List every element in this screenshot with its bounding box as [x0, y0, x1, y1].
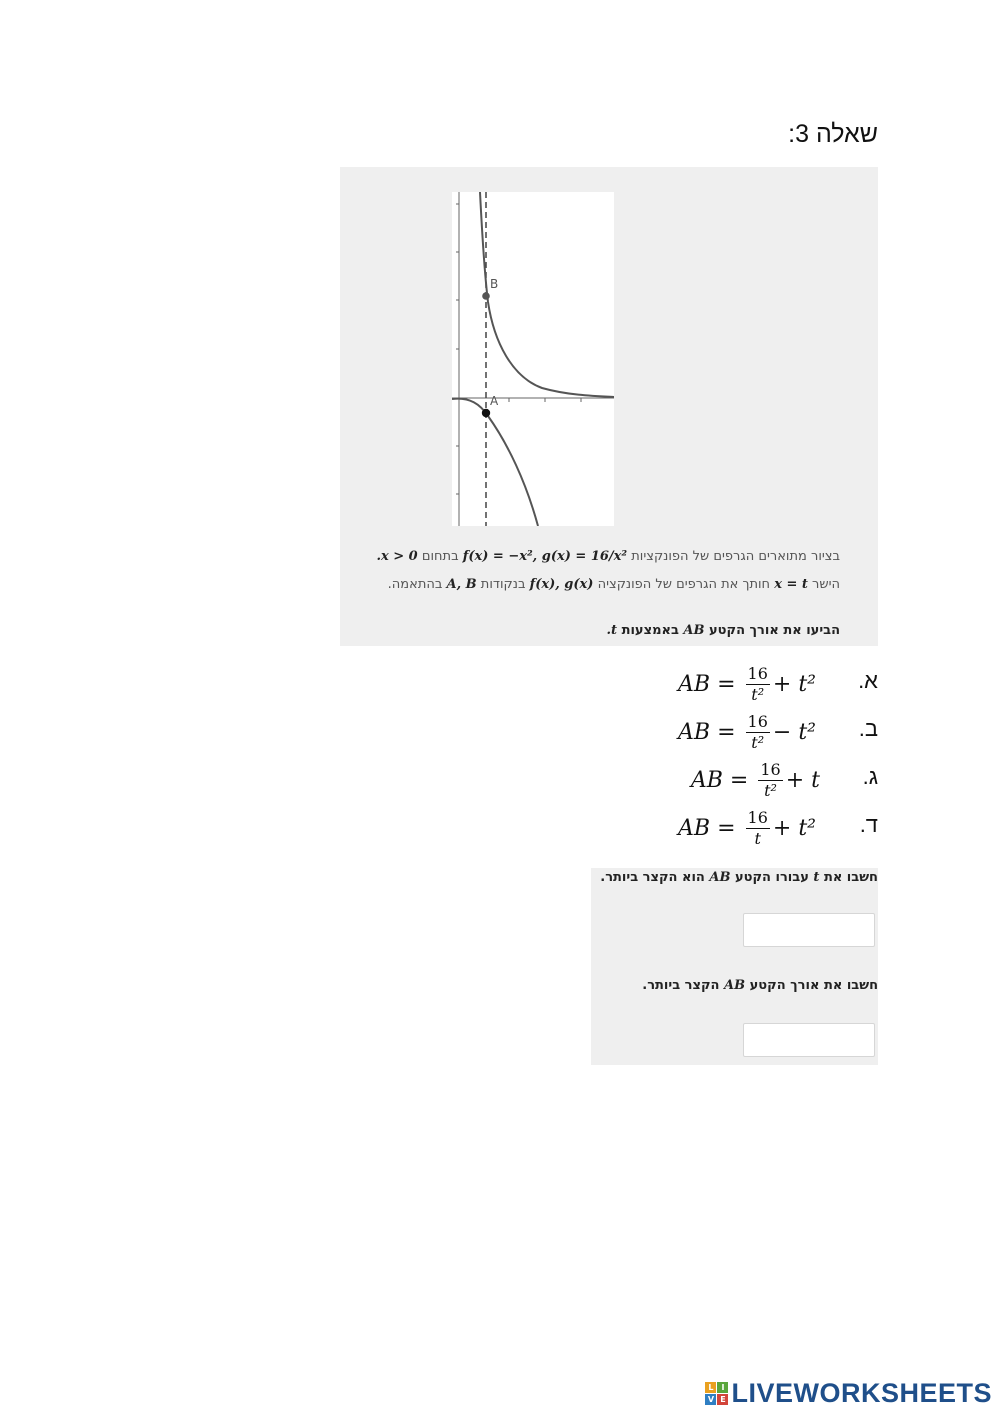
curve-g [480, 192, 614, 397]
question-line-3: הביעו את אורך הקטע AB באמצעות t. [606, 623, 840, 638]
option-expression: AB = $\frac{16}{\text{t²}}$ + t [690, 759, 820, 800]
page-title: שאלה 3: [788, 120, 878, 148]
option-gimel[interactable] [638, 756, 878, 804]
function-graph [452, 192, 614, 526]
x-axis-ticks [509, 398, 581, 402]
option-expression: AB = $\frac{16}{t}$ + t² [678, 807, 816, 848]
sub-questions-panel [591, 868, 878, 1065]
option-expression: AB = $\frac{16}{\text{t²}}$ + t² [678, 663, 816, 704]
option-letter: א. [858, 668, 878, 693]
answer-input-ab-length[interactable] [743, 1023, 875, 1057]
question-line-1: בציור מתוארים הגרפים של הפונקציות f(x) = −x², g(x) = 16/x² בתחום x > 0. [376, 549, 840, 564]
option-letter: ב. [858, 716, 878, 741]
sub-question-1: חשבו את t עבורו הקטע AB הוא הקצר ביותר. [600, 870, 878, 885]
logo-text: LIVEWORKSHEETS [731, 1378, 992, 1408]
point-b [482, 292, 490, 300]
point-a [482, 409, 490, 417]
label-a: A [490, 394, 499, 408]
curve-f [452, 399, 538, 526]
liveworksheets-logo [705, 1378, 992, 1409]
logo-icon: L I V E [705, 1382, 728, 1405]
option-alef[interactable] [638, 660, 878, 708]
option-letter: ג. [862, 764, 878, 789]
graph-svg [452, 192, 614, 526]
option-dalet[interactable] [638, 804, 878, 852]
option-letter: ד. [859, 812, 878, 837]
label-b: B [490, 277, 499, 291]
option-expression: AB = $\frac{16}{\text{t²}}$ − t² [678, 711, 816, 752]
question-line-2: הישר x = t חותך את הגרפים של הפונקציה f(x), g(x) בנקודות A, B בהתאמה. [387, 577, 840, 592]
option-bet[interactable] [638, 708, 878, 756]
answer-options [638, 660, 878, 852]
answer-input-t[interactable] [743, 913, 875, 947]
sub-question-2: חשבו את אורך הקטע AB הקצר ביותר. [642, 978, 878, 993]
